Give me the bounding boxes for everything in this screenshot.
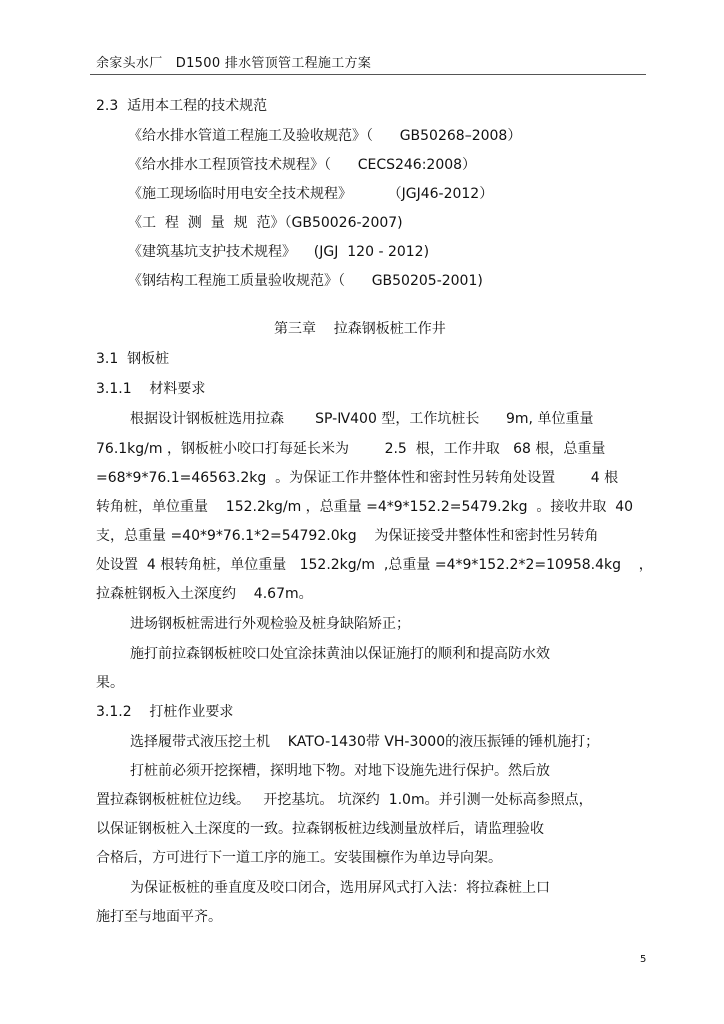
section-heading-3-1: 3.1 钢板桩 — [96, 351, 170, 367]
paragraph-line: 76.1kg/m ，钢板桩小咬口打每延长米为 2.5 根，工作井取 68 根，总重量 — [96, 441, 606, 457]
page-number: 5 — [640, 954, 647, 965]
paragraph-line: 打桩前必须开挖探槽，探明地下物。对地下设施先进行保护。然后放 — [130, 763, 550, 779]
paragraph-line: 施打前拉森钢板桩咬口处宜涂抹黄油以保证施打的顺利和提高防水效 — [130, 646, 550, 662]
paragraph-line: 选择履带式液压挖土机 KATO-1430带 VH-3000的液压振锤的锤机施打； — [130, 734, 600, 750]
header-rule — [90, 74, 646, 75]
paragraph-line: 转角桩，单位重量 152.2kg/m ，总重量 =4*9*152.2=5479.2kg 。接收井取 40 — [96, 499, 634, 515]
paragraph-line: 进场钢板桩需进行外观检验及桩身缺陷矫正； — [130, 616, 410, 632]
running-header: 余家头水厂 D1500 排水管顶管工程施工方案 — [96, 56, 372, 71]
paragraph-line: 置拉森钢板桩桩位边线。 开挖基坑。 坑深约 1.0m。并引测一处标高参照点， — [96, 792, 593, 808]
paragraph-line: 处设置 4 根转角桩，单位重量 152.2kg/m ,总重量 =4*9*152.2*2=10958.4kg ， — [96, 557, 653, 573]
paragraph-line: 果。 — [96, 675, 124, 691]
standard-item: 《钢结构工程施工质量验收规范》（ GB50205-2001) — [128, 273, 483, 289]
paragraph-line: 施打至与地面平齐。 — [96, 909, 222, 925]
standard-item: 《给水排水管道工程施工及验收规范》（ GB50268–2008） — [128, 128, 522, 144]
standard-item: 《建筑基坑支护技术规程》 (JGJ 120 - 2012) — [128, 244, 430, 260]
standard-item: 《施工现场临时用电安全技术规程》 （JGJ46-2012） — [128, 186, 494, 202]
paragraph-line: 以保证钢板桩入土深度的一致。拉森钢板桩边线测量放样后，请监理验收 — [96, 821, 544, 837]
paragraph-line: 为保证板桩的垂直度及咬口闭合，选用屏风式打入法：将拉森桩上口 — [130, 880, 550, 896]
section-heading-3-1-1: 3.1.1 材料要求 — [96, 381, 206, 397]
paragraph-line: 支，总重量 =40*9*76.1*2=54792.0kg 为保证接受井整体性和密封性另转角 — [96, 528, 599, 544]
paragraph-line: =68*9*76.1=46563.2kg 。为保证工作井整体性和密封性另转角处设置 4 根 — [96, 470, 619, 486]
section-heading-2-3: 2.3 适用本工程的技术规范 — [96, 98, 268, 114]
section-heading-3-1-2: 3.1.2 打桩作业要求 — [96, 704, 234, 720]
chapter-title: 第三章 拉森钢板桩工作井 — [274, 321, 446, 337]
standard-item: 《工 程 测 量 规 范》（GB50026-2007) — [128, 215, 403, 231]
paragraph-line: 拉森桩钢板入土深度约 4.67m。 — [96, 586, 313, 602]
standard-item: 《给水排水工程顶管技术规程》（ CECS246:2008） — [128, 157, 477, 173]
paragraph-line: 合格后，方可进行下一道工序的施工。安装围檩作为单边导向架。 — [96, 850, 502, 866]
paragraph-line: 根据设计钢板桩选用拉森 SP-Ⅳ400 型，工作坑桩长 9m, 单位重量 — [130, 411, 594, 427]
